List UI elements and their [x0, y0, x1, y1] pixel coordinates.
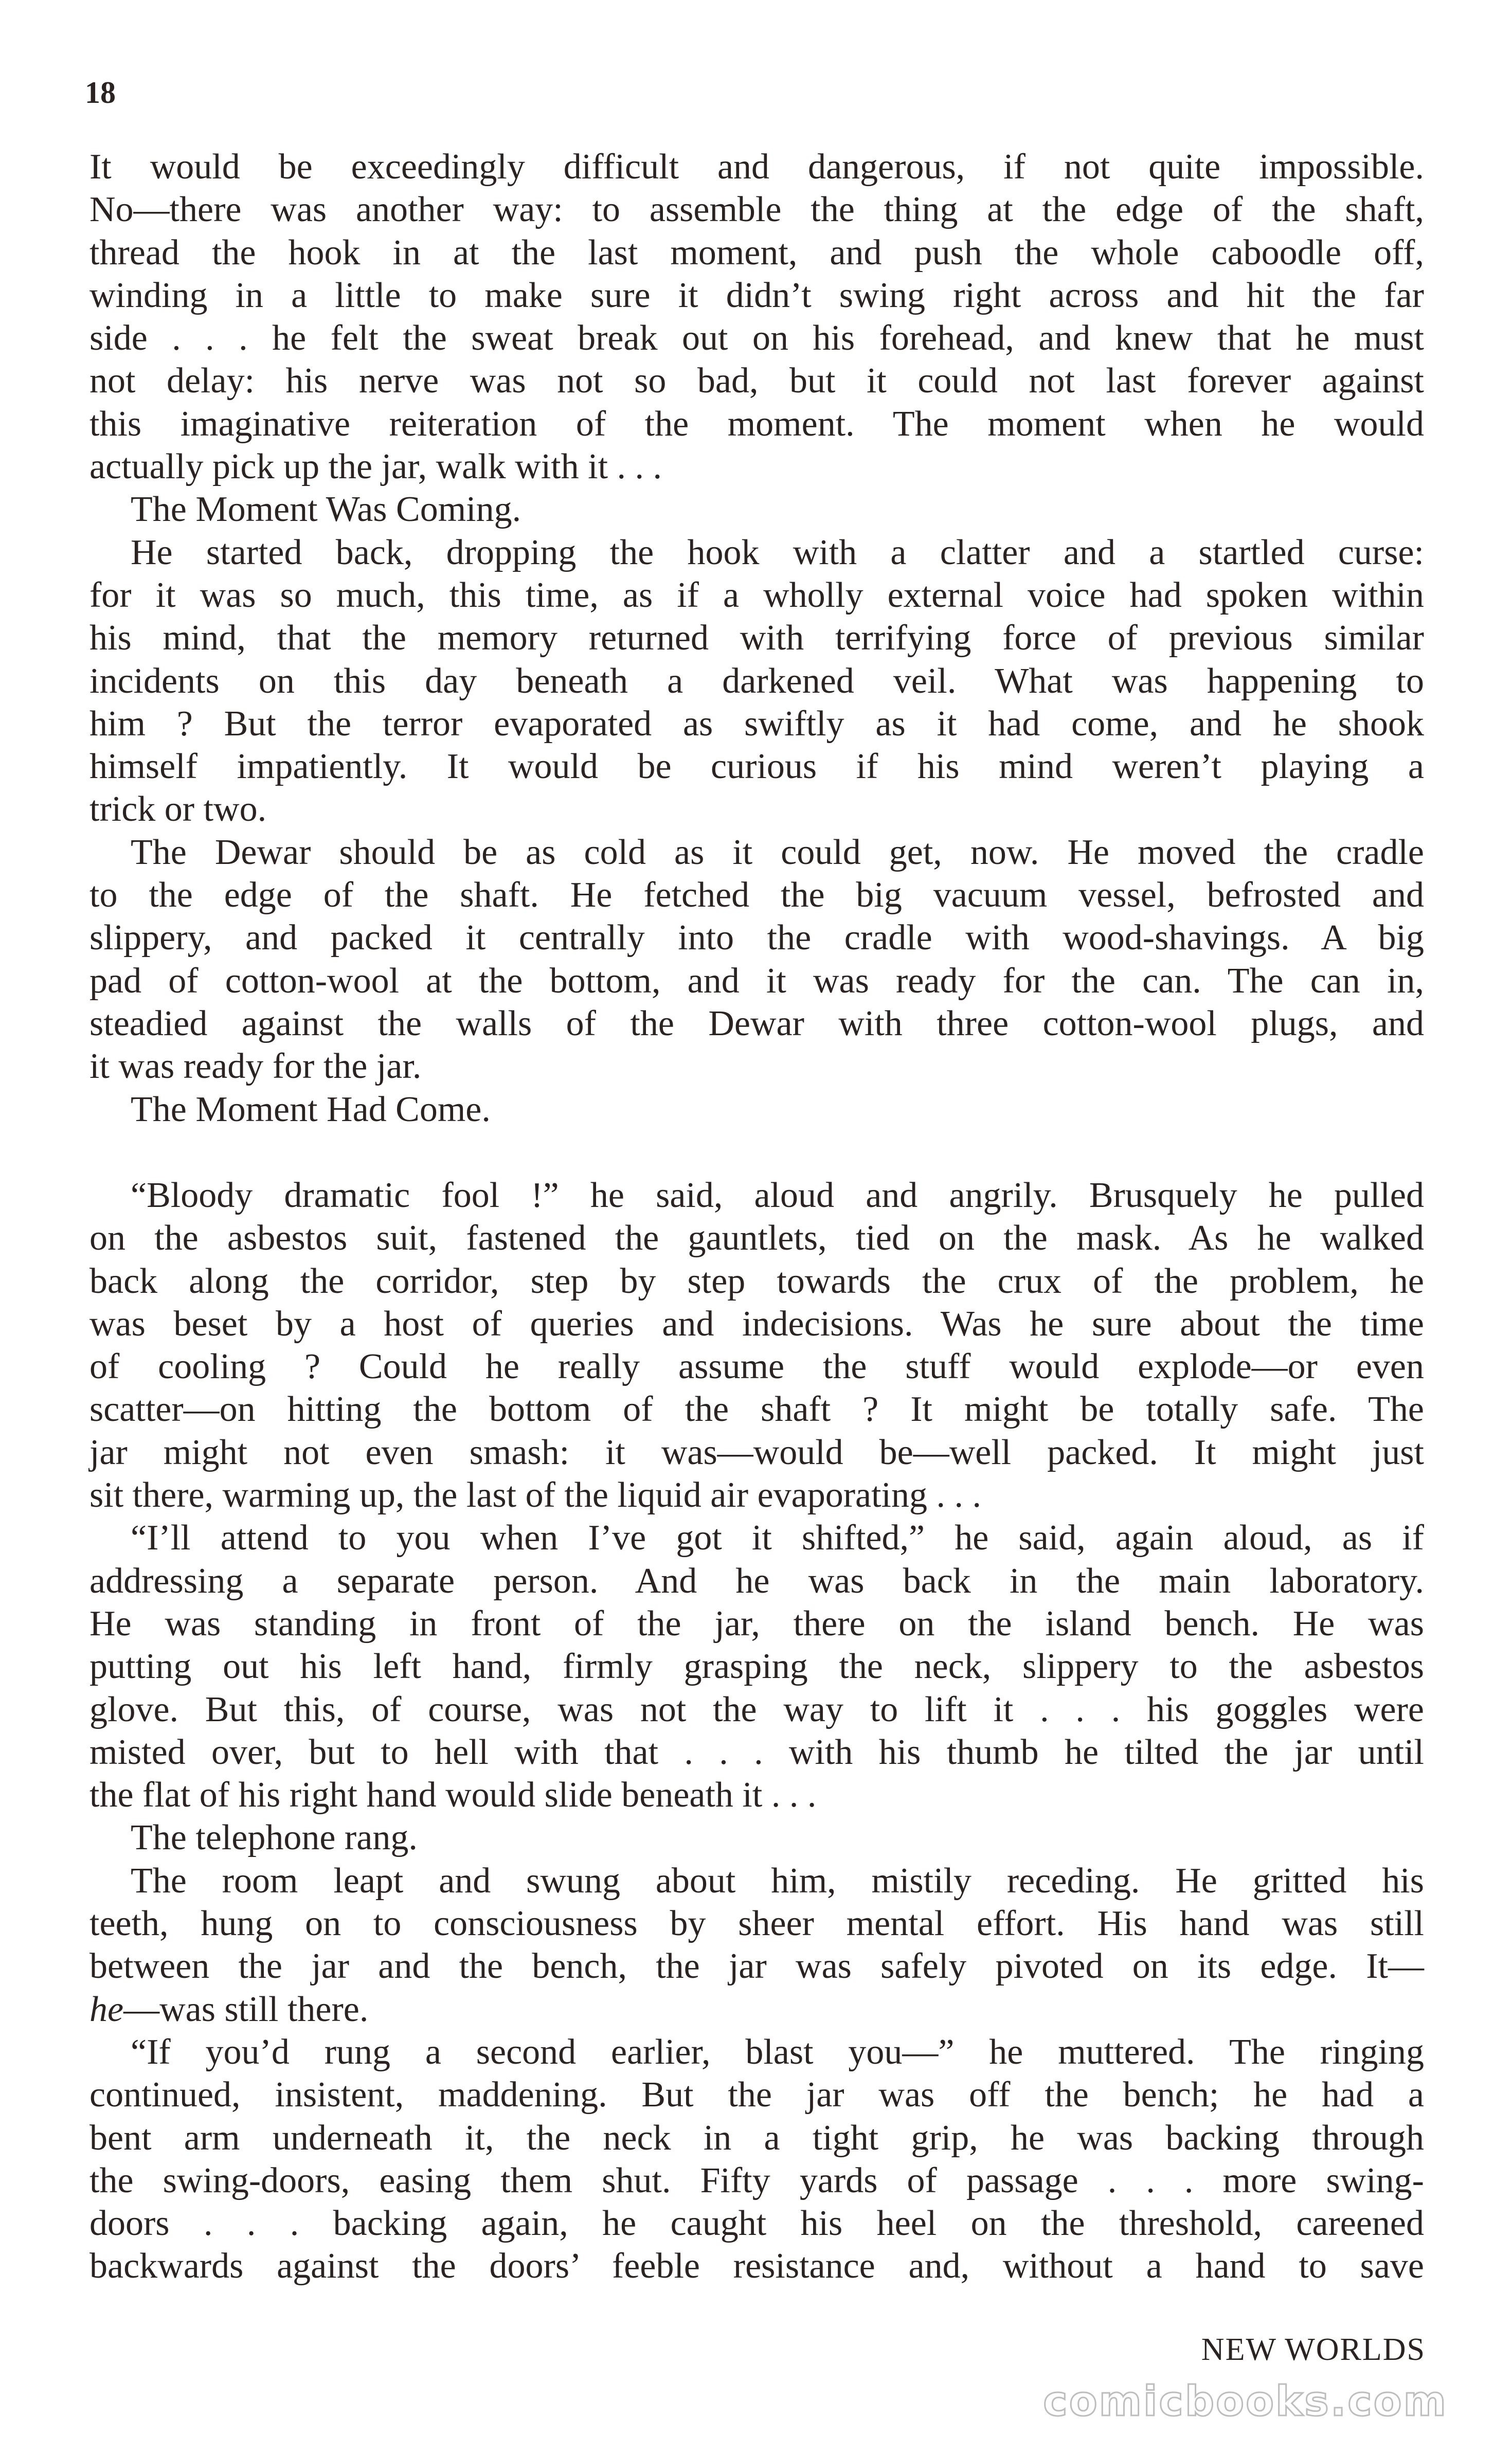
text-line: steadied against the walls of the Dewar with three cotton-wool plugs, and	[89, 1003, 1424, 1043]
text-block-upper	[89, 146, 1424, 1131]
text-line: The Dewar should be as cold as it could get, now. He moved the cradle	[131, 832, 1424, 872]
text-line: jar might not even smash: it was—would be—well packed. It might just	[89, 1432, 1424, 1472]
line-tail: —was still there.	[123, 1989, 369, 2029]
text-line: teeth, hung on to consciousness by sheer mental effort. His hand was still	[89, 1904, 1424, 1944]
text-line: “Bloody dramatic fool !” he said, aloud and angrily. Brusquely he pulled	[131, 1176, 1424, 1215]
text-line: bent arm underneath it, the neck in a tight grip, he was backing through	[89, 2118, 1424, 2158]
text-line: The Moment Was Coming.	[131, 490, 521, 530]
text-line: glove. But this, of course, was not the way to lift it . . . his goggles were	[89, 1689, 1424, 1729]
text-line: scatter—on hitting the bottom of the shaft ? It might be totally safe. The	[89, 1390, 1424, 1430]
text-line: He started back, dropping the hook with a clatter and a startled curse:	[131, 532, 1424, 572]
text-line: incidents on this day beneath a darkened veil. What was happening to	[89, 661, 1424, 701]
text-line: He was standing in front of the jar, there on the island bench. He was	[89, 1603, 1424, 1644]
text-line: pad of cotton-wool at the bottom, and it was ready for the can. The can in,	[89, 961, 1424, 1001]
text-line: the swing-doors, easing them shut. Fifty yards of passage . . . more swing-	[89, 2160, 1424, 2200]
text-line: on the asbestos suit, fastened the gauntlets, tied on the mask. As he walked	[89, 1218, 1424, 1258]
text-line: doors . . . backing again, he caught his heel on the threshold, careened	[89, 2204, 1424, 2244]
text-line: to the edge of the shaft. He fetched the big vacuum vessel, befrosted and	[89, 875, 1424, 915]
text-line: actually pick up the jar, walk with it . . .	[89, 447, 662, 487]
text-line: not delay: his nerve was not so bad, but it could not last forever against	[89, 361, 1424, 401]
text-line: him ? But the terror evaporated as swiftly as it had come, and he shook	[89, 703, 1424, 744]
text-line: trick or two.	[89, 789, 267, 829]
text-line: The Moment Had Come.	[131, 1089, 491, 1129]
text-line: The telephone rang.	[131, 1818, 418, 1858]
text-line: backwards against the doors’ feeble resistance and, without a hand to save	[89, 2246, 1424, 2286]
text-line: continued, insistent, maddening. But the jar was off the bench; he had a	[89, 2075, 1424, 2115]
text-line: between the jar and the bench, the jar was safely pivoted on its edge. It—	[89, 1946, 1424, 1987]
text-line: himself impatiently. It would be curious if his mind weren’t playing a	[89, 747, 1424, 787]
running-footer-title: NEW WORLDS	[1201, 2332, 1426, 2367]
text-line: “If you’d rung a second earlier, blast you—” he muttered. The ringing	[131, 2032, 1424, 2072]
text-line: was beset by a host of queries and indecisions. Was he sure about the time	[89, 1304, 1424, 1344]
text-line: It would be exceedingly difficult and dangerous, if not quite impossible.	[89, 147, 1424, 187]
text-line: side . . . he felt the sweat break out on his forehead, and knew that he must	[89, 318, 1424, 358]
text-line: winding in a little to make sure it didn’t swing right across and hit the far	[89, 275, 1424, 315]
text-line: it was ready for the jar.	[89, 1046, 422, 1087]
italic-word: he	[89, 1989, 124, 2029]
text-line: for it was so much, this time, as if a wholly external voice had spoken within	[89, 575, 1424, 615]
text-line	[89, 1988, 1424, 2031]
text-line: No—there was another way: to assemble the thing at the edge of the shaft,	[89, 190, 1424, 230]
text-line: sit there, warming up, the last of the liquid air evaporating . . .	[89, 1475, 982, 1515]
text-line: misted over, but to hell with that . . . with his thumb he tilted the jar until	[89, 1732, 1424, 1772]
text-line: this imaginative reiteration of the moment. The moment when he would	[89, 404, 1424, 444]
text-block-lower	[89, 1174, 1424, 2288]
page-number: 18	[85, 76, 116, 110]
text-line: of cooling ? Could he really assume the stuff would explode—or even	[89, 1347, 1424, 1387]
text-line: putting out his left hand, firmly grasping the neck, slippery to the asbestos	[89, 1647, 1424, 1687]
text-line: back along the corridor, step by step towards the crux of the problem, he	[89, 1261, 1424, 1301]
text-line: thread the hook in at the last moment, and push the whole caboodle off,	[89, 232, 1424, 273]
watermark: comicbooks.com	[1043, 2377, 1448, 2425]
text-line: his mind, that the memory returned with terrifying force of previous similar	[89, 618, 1424, 658]
text-line: the flat of his right hand would slide beneath it . . .	[89, 1775, 817, 1815]
text-line: slippery, and packed it centrally into the cradle with wood-shavings. A big	[89, 918, 1424, 958]
text-line: addressing a separate person. And he was back in the main laboratory.	[89, 1561, 1424, 1601]
text-line: “I’ll attend to you when I’ve got it shifted,” he said, again aloud, as if	[131, 1518, 1424, 1558]
text-line: The room leapt and swung about him, mistily receding. He gritted his	[131, 1861, 1424, 1901]
